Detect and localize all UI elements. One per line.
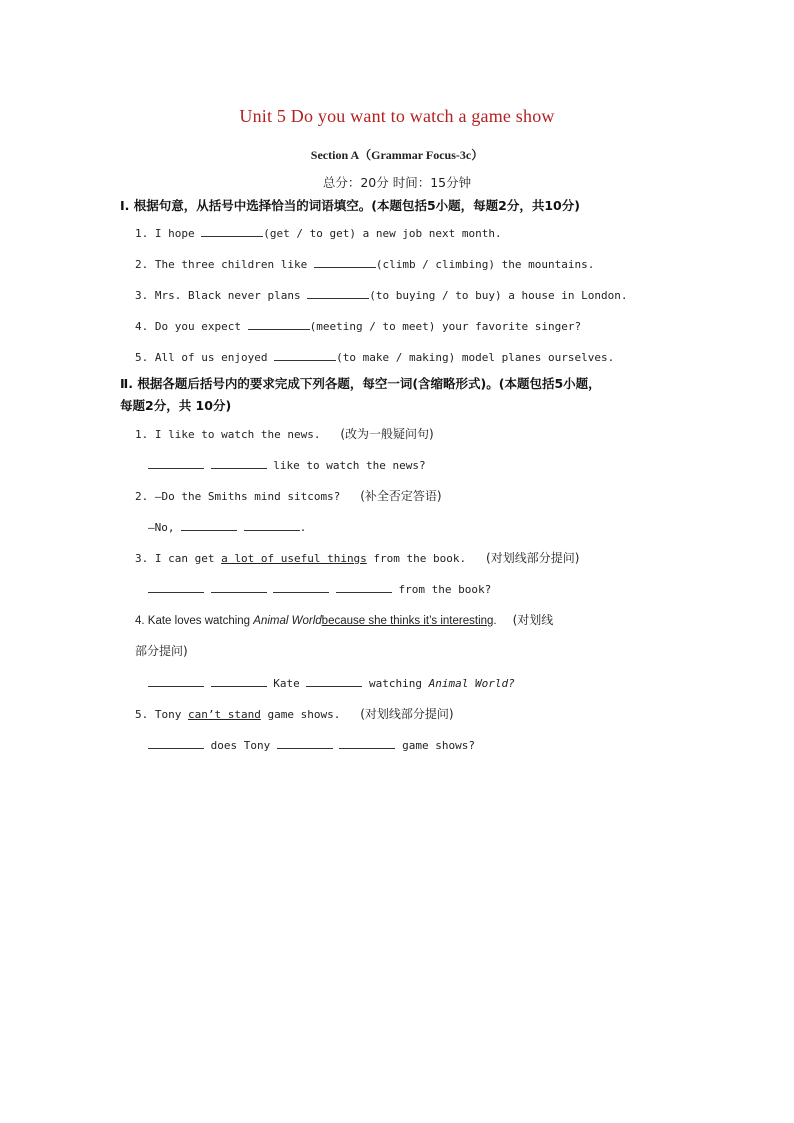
answer-blank[interactable] — [148, 580, 204, 593]
answer-blank[interactable] — [336, 580, 392, 593]
underlined-part: can’t stand — [188, 708, 261, 721]
s2-answer-4: Kate watching Animal World? — [148, 674, 515, 690]
answer-blank[interactable] — [274, 348, 336, 361]
s2-answer-5: does Tony game shows? — [148, 736, 475, 752]
answer-blank[interactable] — [339, 736, 395, 749]
section-1-heading: Ⅰ. 根据句意，从括号中选择恰当的词语填空。(本题包括5小题，每题2分，共10分) — [120, 198, 580, 213]
s1-item-1: 1. I hope (get / to get) a new job next month. — [135, 224, 502, 240]
answer-blank[interactable] — [244, 518, 300, 531]
s2-answer-3: from the book? — [148, 580, 491, 596]
s1-item-2: 2. The three children like (climb / climbing) the mountains. — [135, 255, 594, 271]
answer-blank[interactable] — [211, 674, 267, 687]
answer-blank[interactable] — [277, 736, 333, 749]
answer-blank[interactable] — [148, 456, 204, 469]
answer-blank[interactable] — [148, 674, 204, 687]
answer-blank[interactable] — [273, 580, 329, 593]
s2-question-3: 3. I can get a lot of useful things from the book. (对划线部分提问) — [135, 551, 580, 565]
s2-question-1: 1. I like to watch the news. (改为一般疑问句) — [135, 427, 434, 441]
underlined-part: because she thinks it’s interesting — [321, 615, 494, 627]
s2-answer-2: —No, . — [148, 518, 306, 534]
answer-blank[interactable] — [211, 580, 267, 593]
score-time-info: 总分：20分 时间：15分钟 — [322, 175, 472, 190]
s2-question-4: 4. Kate loves watching Animal Worldbecause she thinks it’s interesting. (对划线 — [135, 613, 554, 627]
s1-item-5: 5. All of us enjoyed (to make / making) model planes ourselves. — [135, 348, 614, 364]
s2-question-4-cont: 部分提问) — [135, 644, 188, 658]
document-title: Unit 5 Do you want to watch a game show — [239, 106, 555, 126]
answer-blank[interactable] — [211, 456, 267, 469]
answer-blank[interactable] — [307, 286, 369, 299]
document-subtitle: Section A（Grammar Focus-3c） — [310, 148, 484, 162]
s1-item-4: 4. Do you expect (meeting / to meet) your favorite singer? — [135, 317, 581, 333]
s2-question-5: 5. Tony can’t stand game shows. (对划线部分提问) — [135, 707, 454, 721]
s2-answer-1: like to watch the news? — [148, 456, 426, 472]
answer-blank[interactable] — [148, 736, 204, 749]
answer-blank[interactable] — [248, 317, 310, 330]
section-2-heading: Ⅱ. 根据各题后括号内的要求完成下列各题，每空一词(含缩略形式)。(本题包括5小题， 每题2分，共 10分) — [120, 376, 601, 413]
answer-blank[interactable] — [306, 674, 362, 687]
answer-blank[interactable] — [314, 255, 376, 268]
answer-blank[interactable] — [181, 518, 237, 531]
underlined-part: a lot of useful things — [221, 552, 367, 565]
s1-item-3: 3. Mrs. Black never plans (to buying / to buy) a house in London. — [135, 286, 627, 302]
answer-blank[interactable] — [201, 224, 263, 237]
s2-question-2: 2. —Do the Smiths mind sitcoms? (补全否定答语) — [135, 489, 442, 503]
